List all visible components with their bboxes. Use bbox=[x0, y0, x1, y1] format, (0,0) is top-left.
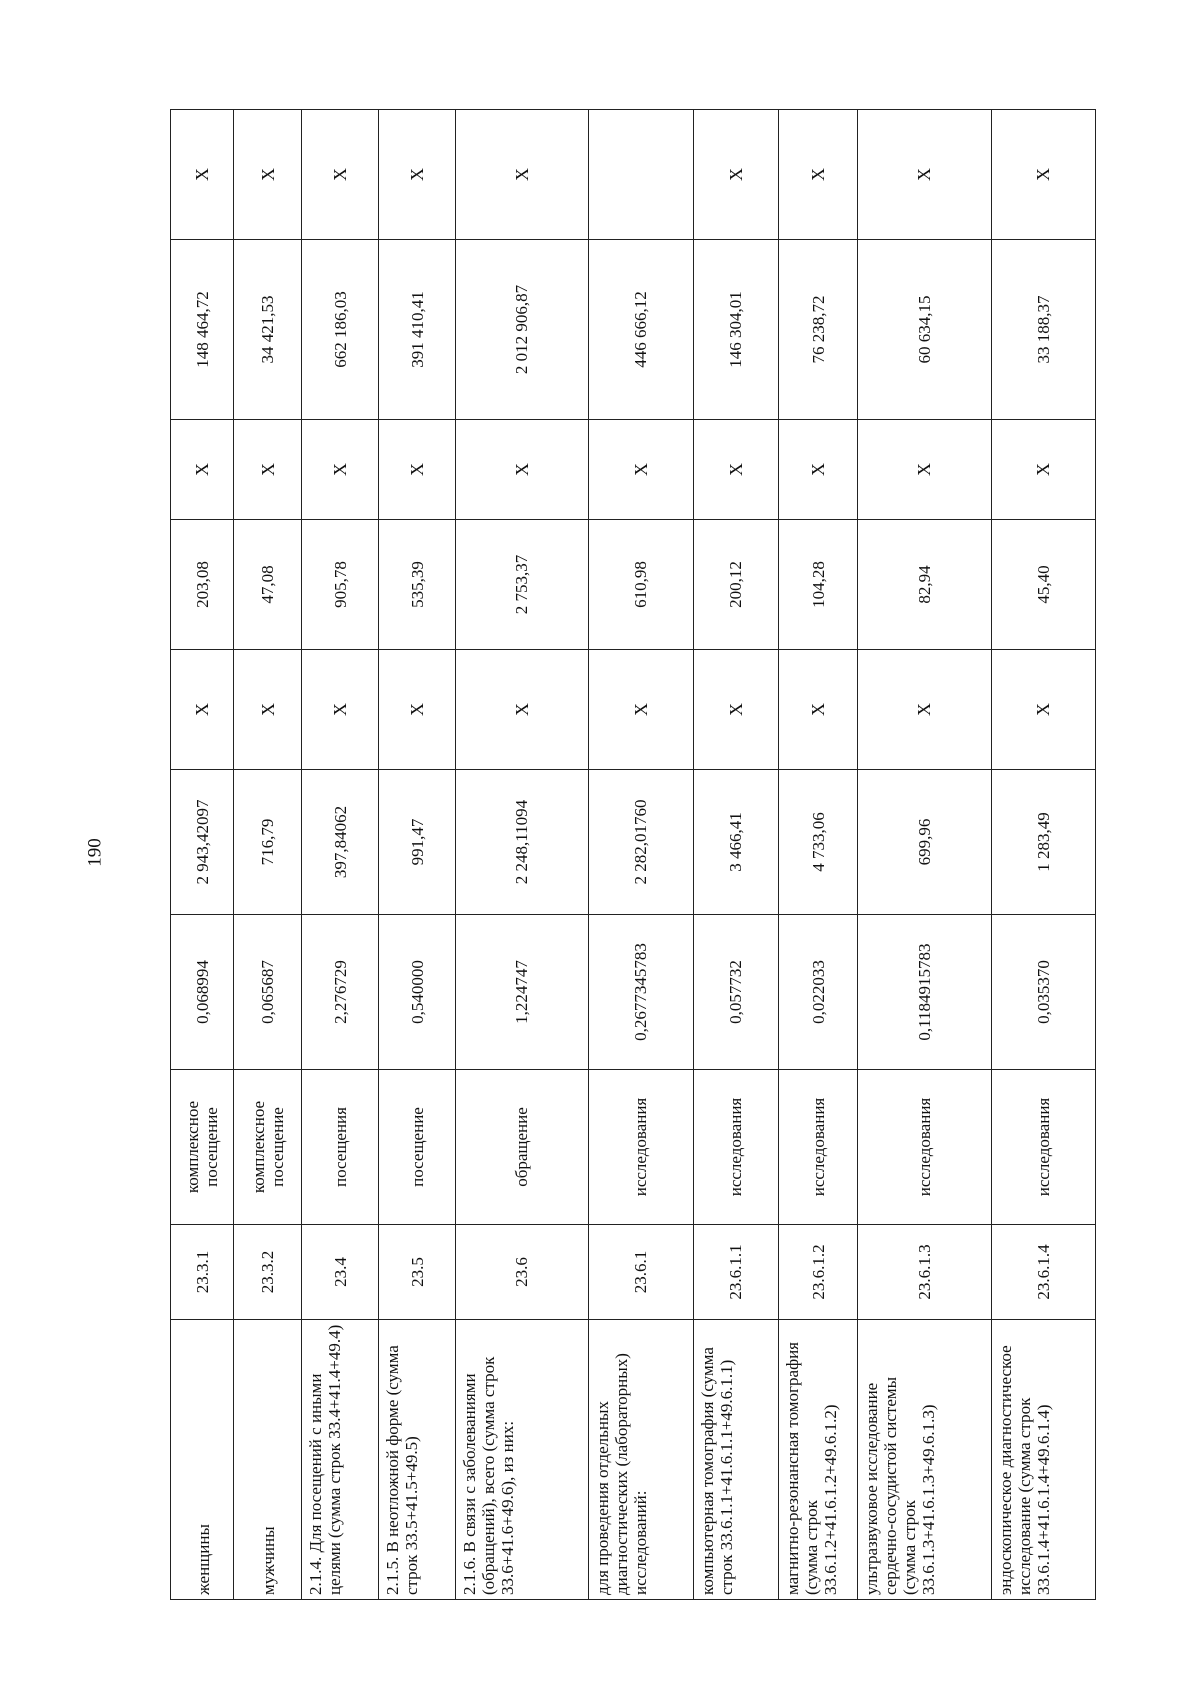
rotated-table-container bbox=[170, 110, 1096, 1600]
table-row bbox=[588, 110, 693, 1600]
row-norm-cell: 1,224747 bbox=[456, 915, 588, 1070]
row-norm-cell: 0,2677345783 bbox=[588, 915, 693, 1070]
row-x-cell: X bbox=[171, 420, 234, 520]
row-cost-cell: 3 466,41 bbox=[694, 770, 779, 915]
row-total-cell: 148 464,72 bbox=[171, 240, 234, 420]
row-code-cell: 23.4 bbox=[302, 1225, 379, 1320]
table-row bbox=[171, 110, 234, 1600]
row-unit-cell: исследования bbox=[694, 1070, 779, 1225]
row-per-capita-cell: 2 753,37 bbox=[456, 520, 588, 650]
row-per-capita-cell: 45,40 bbox=[991, 520, 1095, 650]
row-total-cell: 391 410,41 bbox=[379, 240, 456, 420]
row-name-cell: для проведения отдельных диагностических (лабораторных) исследований: bbox=[588, 1320, 693, 1600]
row-x-cell: X bbox=[694, 110, 779, 240]
row-cost-cell: 991,47 bbox=[379, 770, 456, 915]
row-per-capita-cell: 47,08 bbox=[234, 520, 302, 650]
row-code-cell: 23.6.1 bbox=[588, 1225, 693, 1320]
row-cost-cell: 699,96 bbox=[858, 770, 992, 915]
row-x-cell: X bbox=[991, 420, 1095, 520]
row-norm-cell: 0,065687 bbox=[234, 915, 302, 1070]
row-x-cell: X bbox=[991, 650, 1095, 770]
row-name-cell: женщины bbox=[171, 1320, 234, 1600]
row-x-cell: X bbox=[858, 110, 992, 240]
row-name-cell: мужчины bbox=[234, 1320, 302, 1600]
row-code-cell: 23.3.1 bbox=[171, 1225, 234, 1320]
row-total-cell: 2 012 906,87 bbox=[456, 240, 588, 420]
row-per-capita-cell: 203,08 bbox=[171, 520, 234, 650]
row-x-cell: X bbox=[858, 420, 992, 520]
row-x-cell: X bbox=[694, 420, 779, 520]
row-code-cell: 23.6.1.3 bbox=[858, 1225, 992, 1320]
row-cost-cell: 4 733,06 bbox=[778, 770, 857, 915]
page-number: 190 bbox=[84, 838, 106, 867]
table-row bbox=[694, 110, 779, 1600]
row-code-cell: 23.6 bbox=[456, 1225, 588, 1320]
row-x-cell: X bbox=[991, 110, 1095, 240]
row-code-cell: 23.6.1.1 bbox=[694, 1225, 779, 1320]
row-name-cell: эндоскопическое диагностическое исследование (сумма строк 33.6.1.4+41.6.1.4+49.6.1.4) bbox=[991, 1320, 1095, 1600]
row-unit-cell: исследования bbox=[778, 1070, 857, 1225]
row-norm-cell: 0,540000 bbox=[379, 915, 456, 1070]
row-x-cell: X bbox=[171, 110, 234, 240]
table-row bbox=[778, 110, 857, 1600]
row-per-capita-cell: 535,39 bbox=[379, 520, 456, 650]
row-x-cell: X bbox=[379, 650, 456, 770]
row-cost-cell: 397,84062 bbox=[302, 770, 379, 915]
table-body bbox=[171, 110, 1096, 1600]
row-x-cell: X bbox=[302, 110, 379, 240]
row-unit-cell: комплексное посещение bbox=[234, 1070, 302, 1225]
row-per-capita-cell: 610,98 bbox=[588, 520, 693, 650]
row-x-cell: X bbox=[778, 650, 857, 770]
row-norm-cell: 0,022033 bbox=[778, 915, 857, 1070]
row-x-cell bbox=[588, 110, 693, 240]
row-total-cell: 60 634,15 bbox=[858, 240, 992, 420]
table-row bbox=[456, 110, 588, 1600]
row-x-cell: X bbox=[858, 650, 992, 770]
row-unit-cell: исследования bbox=[588, 1070, 693, 1225]
table-row bbox=[234, 110, 302, 1600]
row-total-cell: 34 421,53 bbox=[234, 240, 302, 420]
row-x-cell: X bbox=[778, 420, 857, 520]
row-x-cell: X bbox=[694, 650, 779, 770]
row-name-cell: 2.1.6. В связи с заболеваниями (обращений), всего (сумма строк 33.6+41.6+49.6), из них: bbox=[456, 1320, 588, 1600]
row-unit-cell: исследования bbox=[991, 1070, 1095, 1225]
row-unit-cell: комплексное посещение bbox=[171, 1070, 234, 1225]
row-code-cell: 23.5 bbox=[379, 1225, 456, 1320]
row-name-cell: компьютерная томография (сумма строк 33.6.1.1+41.6.1.1+49.6.1.1) bbox=[694, 1320, 779, 1600]
row-per-capita-cell: 104,28 bbox=[778, 520, 857, 650]
table-row bbox=[858, 110, 992, 1600]
row-cost-cell: 716,79 bbox=[234, 770, 302, 915]
table-row bbox=[379, 110, 456, 1600]
row-norm-cell: 0,068994 bbox=[171, 915, 234, 1070]
row-cost-cell: 1 283,49 bbox=[991, 770, 1095, 915]
row-x-cell: X bbox=[456, 420, 588, 520]
row-total-cell: 662 186,03 bbox=[302, 240, 379, 420]
row-norm-cell: 0,035370 bbox=[991, 915, 1095, 1070]
table-row bbox=[302, 110, 379, 1600]
row-x-cell: X bbox=[234, 650, 302, 770]
row-name-cell: 2.1.4. Для посещений с иными целями (сумма строк 33.4+41.4+49.4) bbox=[302, 1320, 379, 1600]
financing-table bbox=[170, 109, 1096, 1600]
row-total-cell: 33 188,37 bbox=[991, 240, 1095, 420]
row-x-cell: X bbox=[456, 650, 588, 770]
row-code-cell: 23.6.1.2 bbox=[778, 1225, 857, 1320]
row-unit-cell: исследования bbox=[858, 1070, 992, 1225]
row-norm-cell: 0,1184915783 bbox=[858, 915, 992, 1070]
row-unit-cell: обращение bbox=[456, 1070, 588, 1225]
row-x-cell: X bbox=[778, 110, 857, 240]
row-name-cell: магнитно-резонансная томография (сумма строк 33.6.1.2+41.6.1.2+49.6.1.2) bbox=[778, 1320, 857, 1600]
row-x-cell: X bbox=[379, 110, 456, 240]
row-cost-cell: 2 248,11094 bbox=[456, 770, 588, 915]
row-x-cell: X bbox=[588, 420, 693, 520]
row-total-cell: 76 238,72 bbox=[778, 240, 857, 420]
row-x-cell: X bbox=[234, 420, 302, 520]
row-cost-cell: 2 282,01760 bbox=[588, 770, 693, 915]
row-unit-cell: посещения bbox=[302, 1070, 379, 1225]
row-unit-cell: посещение bbox=[379, 1070, 456, 1225]
row-total-cell: 446 666,12 bbox=[588, 240, 693, 420]
row-norm-cell: 0,057732 bbox=[694, 915, 779, 1070]
table-row bbox=[991, 110, 1095, 1600]
row-x-cell: X bbox=[302, 650, 379, 770]
row-x-cell: X bbox=[302, 420, 379, 520]
row-code-cell: 23.3.2 bbox=[234, 1225, 302, 1320]
row-per-capita-cell: 200,12 bbox=[694, 520, 779, 650]
row-norm-cell: 2,276729 bbox=[302, 915, 379, 1070]
row-cost-cell: 2 943,42097 bbox=[171, 770, 234, 915]
row-x-cell: X bbox=[379, 420, 456, 520]
row-per-capita-cell: 905,78 bbox=[302, 520, 379, 650]
row-name-cell: ультразвуковое исследование сердечно-сосудистой системы (сумма строк 33.6.1.3+41.6.1.3+49.6.1.3) bbox=[858, 1320, 992, 1600]
row-total-cell: 146 304,01 bbox=[694, 240, 779, 420]
row-x-cell: X bbox=[456, 110, 588, 240]
row-code-cell: 23.6.1.4 bbox=[991, 1225, 1095, 1320]
row-per-capita-cell: 82,94 bbox=[858, 520, 992, 650]
row-x-cell: X bbox=[171, 650, 234, 770]
row-name-cell: 2.1.5. В неотложной форме (сумма строк 33.5+41.5+49.5) bbox=[379, 1320, 456, 1600]
row-x-cell: X bbox=[588, 650, 693, 770]
row-x-cell: X bbox=[234, 110, 302, 240]
